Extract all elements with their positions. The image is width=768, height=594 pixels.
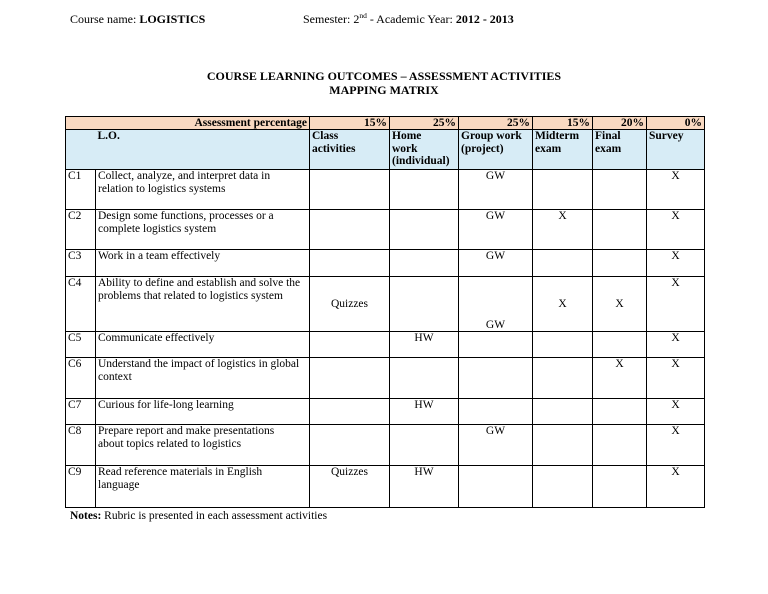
cell-final — [593, 250, 647, 277]
cell-class — [310, 425, 390, 466]
lo-description: Work in a team effectively — [96, 250, 310, 277]
cell-midterm — [533, 332, 593, 358]
cell-final — [593, 210, 647, 250]
academic-year: 2012 - 2013 — [455, 12, 514, 26]
lo-code: C3 — [66, 250, 96, 277]
cell-midterm — [533, 399, 593, 425]
cell-survey: X — [647, 425, 705, 466]
lo-code: C2 — [66, 210, 96, 250]
cell-midterm: X — [533, 210, 593, 250]
header-homework: Home work (individual) — [390, 130, 459, 170]
pct-midterm: 15% — [533, 117, 593, 130]
lo-description: Collect, analyze, and interpret data in relation to logistics systems — [96, 170, 310, 210]
percentage-row — [66, 117, 705, 130]
cell-survey: X — [647, 250, 705, 277]
course-name-label: Course name: — [70, 12, 140, 26]
lo-description: Design some functions, processes or a complete logistics system — [96, 210, 310, 250]
table-row — [66, 358, 705, 399]
mapping-matrix-table — [65, 116, 705, 508]
table-row — [66, 425, 705, 466]
cell-final — [593, 399, 647, 425]
lo-code: C1 — [66, 170, 96, 210]
lo-code: C6 — [66, 358, 96, 399]
cell-class — [310, 210, 390, 250]
cell-midterm — [533, 466, 593, 508]
semester-suffix: nd — [359, 11, 367, 20]
assessment-percentage-label: Assessment percentage — [66, 117, 310, 130]
cell-final — [593, 170, 647, 210]
table-row — [66, 399, 705, 425]
cell-class — [310, 170, 390, 210]
cell-class: Quizzes — [310, 466, 390, 508]
table-row — [66, 170, 705, 210]
cell-group-work: GW — [459, 277, 533, 332]
cell-survey: X — [647, 399, 705, 425]
cell-group-work — [459, 358, 533, 399]
pct-final: 20% — [593, 117, 647, 130]
pct-group-work: 25% — [459, 117, 533, 130]
document-subtitle: MAPPING MATRIX — [329, 83, 439, 97]
lo-description: Ability to define and establish and solve the problems that related to logistics system — [96, 277, 310, 332]
table-row — [66, 250, 705, 277]
cell-homework: HW — [390, 332, 459, 358]
lo-description: Read reference materials in English language — [96, 466, 310, 508]
lo-description: Curious for life-long learning — [96, 399, 310, 425]
cell-midterm — [533, 170, 593, 210]
cell-homework — [390, 277, 459, 332]
cell-homework: HW — [390, 466, 459, 508]
cell-survey: X — [647, 170, 705, 210]
lo-code-header — [66, 130, 96, 170]
academic-year-label: - Academic Year: — [366, 12, 456, 26]
cell-class — [310, 332, 390, 358]
cell-midterm — [533, 250, 593, 277]
header-survey: Survey — [647, 130, 705, 170]
lo-code: C8 — [66, 425, 96, 466]
cell-survey: X — [647, 210, 705, 250]
cell-group-work: GW — [459, 250, 533, 277]
course-name: LOGISTICS — [139, 12, 206, 26]
header-midterm: Midterm exam — [533, 130, 593, 170]
cell-class — [310, 358, 390, 399]
cell-survey: X — [647, 466, 705, 508]
cell-homework: HW — [390, 399, 459, 425]
cell-homework — [390, 210, 459, 250]
lo-header: L.O. — [96, 130, 310, 170]
cell-final — [593, 466, 647, 508]
cell-group-work: GW — [459, 425, 533, 466]
cell-group-work: GW — [459, 170, 533, 210]
cell-homework — [390, 250, 459, 277]
cell-midterm — [533, 358, 593, 399]
table-row — [66, 277, 705, 332]
cell-class — [310, 250, 390, 277]
pct-homework: 25% — [390, 117, 459, 130]
document-title: COURSE LEARNING OUTCOMES – ASSESSMENT ACTIVITIES — [206, 69, 562, 83]
lo-code: C7 — [66, 399, 96, 425]
notes-label: Notes: — [70, 510, 102, 522]
pct-class-activities: 15% — [310, 117, 390, 130]
table-row — [66, 210, 705, 250]
lo-description: Communicate effectively — [96, 332, 310, 358]
lo-description: Prepare report and make presentations about topics related to logistics — [96, 425, 310, 466]
cell-final — [593, 332, 647, 358]
cell-class: Quizzes — [310, 277, 390, 332]
lo-code: C5 — [66, 332, 96, 358]
pct-survey: 0% — [647, 117, 705, 130]
cell-homework — [390, 425, 459, 466]
cell-group-work — [459, 399, 533, 425]
cell-group-work — [459, 466, 533, 508]
lo-code: C9 — [66, 466, 96, 508]
cell-group-work: GW — [459, 210, 533, 250]
semester-label: Semester: 2 — [303, 12, 360, 26]
table-row — [66, 332, 705, 358]
cell-final — [593, 425, 647, 466]
table-row — [66, 466, 705, 508]
header-final: Final exam — [593, 130, 647, 170]
cell-final: X — [593, 358, 647, 399]
cell-survey: X — [647, 332, 705, 358]
notes-line — [70, 510, 327, 522]
course-name-line — [70, 12, 205, 27]
cell-survey: X — [647, 277, 705, 332]
column-header-row — [66, 130, 705, 170]
cell-final: X — [593, 277, 647, 332]
semester-line — [303, 12, 514, 27]
lo-description: Understand the impact of logistics in global context — [96, 358, 310, 399]
lo-code: C4 — [66, 277, 96, 332]
cell-homework — [390, 358, 459, 399]
cell-homework — [390, 170, 459, 210]
cell-midterm — [533, 425, 593, 466]
cell-midterm: X — [533, 277, 593, 332]
header-group-work: Group work (project) — [459, 130, 533, 170]
cell-class — [310, 399, 390, 425]
notes-text: Rubric is presented in each assessment activities — [101, 510, 328, 522]
cell-survey: X — [647, 358, 705, 399]
cell-group-work — [459, 332, 533, 358]
header-class-activities: Class activities — [310, 130, 390, 170]
